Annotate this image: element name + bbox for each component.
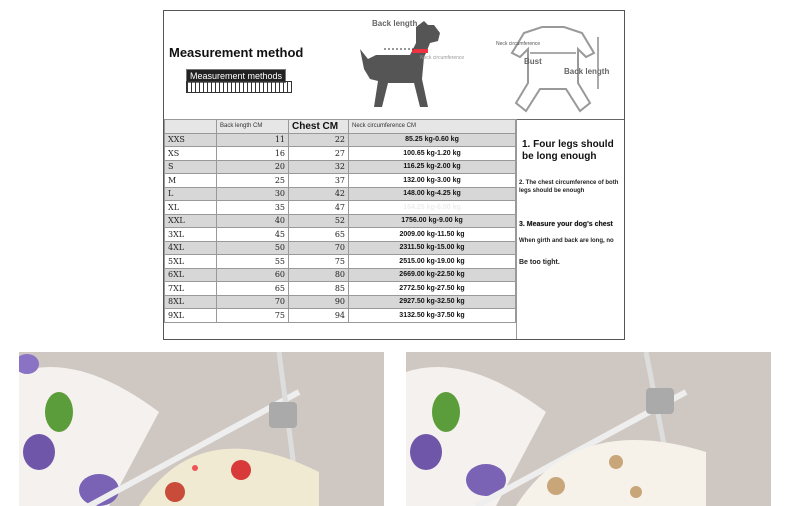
- chair-clamp-icon: [269, 402, 297, 428]
- table-row: [165, 214, 516, 228]
- neck-circumference-small-label: Neck circumference: [496, 41, 541, 47]
- table-row: [165, 187, 516, 201]
- table-header-row: [165, 120, 516, 134]
- size-cell: XXL: [165, 214, 217, 228]
- back-length-label: Back length: [372, 19, 418, 28]
- ruler-label: Measurement methods: [186, 69, 286, 83]
- back-length-cell: 45: [217, 228, 289, 242]
- note-3: 3. Measure your dog's chest: [519, 221, 613, 228]
- neck-circumference-label: Neck circumference: [420, 55, 465, 61]
- note-2: 2. The chest circumference of both legs should be enough: [519, 180, 619, 194]
- back-length-cell: 60: [217, 268, 289, 282]
- back-length-cell: 25: [217, 174, 289, 188]
- back-length-cell: 30: [217, 187, 289, 201]
- measurement-title: Measurement method: [169, 45, 304, 60]
- chest-cell: 70: [289, 241, 349, 255]
- table-row: [165, 228, 516, 242]
- dog-silhouette-icon: [354, 19, 464, 115]
- table-row: [165, 241, 516, 255]
- weight-cell: 148.00 kg-4.25 kg: [349, 187, 516, 201]
- size-cell: XXS: [165, 133, 217, 147]
- table-row: [165, 160, 516, 174]
- back-length-right-label: Back length: [564, 67, 610, 76]
- weight-cell: 164.25 kg-6.00 kg: [349, 201, 516, 215]
- weight-cell: 2927.50 kg-32.50 kg: [349, 295, 516, 309]
- size-table: [164, 119, 516, 323]
- back-length-cell: 16: [217, 147, 289, 161]
- note-4: When girth and back are long, no: [519, 238, 614, 244]
- back-length-cell: 75: [217, 309, 289, 323]
- weight-cell: 1756.00 kg-9.00 kg: [349, 214, 516, 228]
- size-cell: 5XL: [165, 255, 217, 269]
- chest-cell: 85: [289, 282, 349, 296]
- chest-cell: 22: [289, 133, 349, 147]
- back-length-cell: 55: [217, 255, 289, 269]
- size-cell: XS: [165, 147, 217, 161]
- weight-cell: 116.25 kg-2.00 kg: [349, 160, 516, 174]
- chest-cell: 37: [289, 174, 349, 188]
- dog-collar-icon: [412, 49, 428, 53]
- size-cell: M: [165, 174, 217, 188]
- header-neck: Neck circumference CM: [349, 120, 516, 134]
- header-size: [165, 120, 217, 134]
- table-row: [165, 255, 516, 269]
- chest-cell: 47: [289, 201, 349, 215]
- weight-cell: 2772.50 kg-27.50 kg: [349, 282, 516, 296]
- size-cell: 3XL: [165, 228, 217, 242]
- weight-cell: 3132.50 kg-37.50 kg: [349, 309, 516, 323]
- size-cell: 9XL: [165, 309, 217, 323]
- notes-panel: [516, 119, 625, 339]
- chest-cell: 27: [289, 147, 349, 161]
- table-row: [165, 268, 516, 282]
- note-1: 1. Four legs should be long enough: [522, 139, 614, 162]
- measurement-header: [164, 11, 624, 120]
- weight-cell: 2009.00 kg-11.50 kg: [349, 228, 516, 242]
- chest-cell: 52: [289, 214, 349, 228]
- table-row: [165, 201, 516, 215]
- size-cell: XL: [165, 201, 217, 215]
- table-row: [165, 133, 516, 147]
- chest-cell: 94: [289, 309, 349, 323]
- chest-cell: 42: [289, 187, 349, 201]
- weight-cell: 2669.00 kg-22.50 kg: [349, 268, 516, 282]
- weight-cell: 2515.00 kg-19.00 kg: [349, 255, 516, 269]
- back-length-cell: 20: [217, 160, 289, 174]
- chest-cell: 80: [289, 268, 349, 282]
- weight-cell: 2311.50 kg-15.00 kg: [349, 241, 516, 255]
- back-length-cell: 35: [217, 201, 289, 215]
- chest-cell: 32: [289, 160, 349, 174]
- back-length-cell: 65: [217, 282, 289, 296]
- back-length-cell: 50: [217, 241, 289, 255]
- header-back-length: Back length CM: [217, 120, 289, 134]
- table-row: [165, 282, 516, 296]
- size-cell: S: [165, 160, 217, 174]
- header-chest: Chest CM: [289, 120, 349, 134]
- size-cell: 6XL: [165, 268, 217, 282]
- table-row: [165, 174, 516, 188]
- chest-cell: 90: [289, 295, 349, 309]
- size-cell: 7XL: [165, 282, 217, 296]
- weight-cell: 132.00 kg-3.00 kg: [349, 174, 516, 188]
- bear-print-icon: [547, 477, 565, 495]
- product-photo-left: [19, 352, 384, 506]
- table-row: [165, 295, 516, 309]
- strawberry-print-icon: [231, 460, 251, 480]
- note-5: Be too tight.: [519, 259, 560, 266]
- chest-cell: 75: [289, 255, 349, 269]
- weight-cell: 85.25 kg-0.60 kg: [349, 133, 516, 147]
- product-photo-right: [406, 352, 771, 506]
- ruler-icon: [186, 81, 292, 93]
- chair-clamp-icon: [646, 388, 674, 414]
- back-length-cell: 40: [217, 214, 289, 228]
- size-cell: 8XL: [165, 295, 217, 309]
- size-chart: [163, 10, 625, 340]
- weight-cell: 100.65 kg-1.20 kg: [349, 147, 516, 161]
- size-cell: 4XL: [165, 241, 217, 255]
- back-length-cell: 70: [217, 295, 289, 309]
- table-row: [165, 147, 516, 161]
- chest-cell: 65: [289, 228, 349, 242]
- size-cell: L: [165, 187, 217, 201]
- table-row: [165, 309, 516, 323]
- bust-label: Bust: [524, 57, 542, 66]
- back-length-cell: 11: [217, 133, 289, 147]
